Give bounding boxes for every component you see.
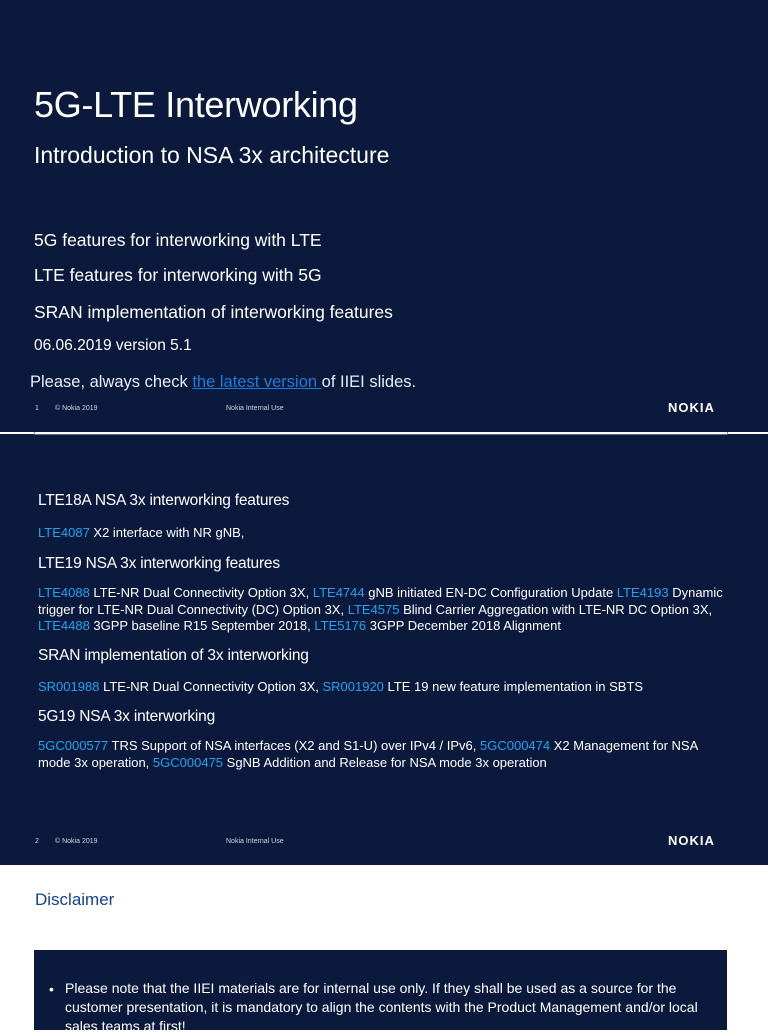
- feature-link[interactable]: LTE4575: [347, 601, 400, 617]
- disclaimer-title: Disclaimer: [35, 890, 115, 909]
- nokia-logo: NOKIA: [668, 833, 715, 848]
- latest-version-link[interactable]: the latest version: [192, 373, 322, 391]
- section-heading-lte19: LTE19 NSA 3x interworking features: [38, 555, 280, 572]
- feature-link[interactable]: 5GC000474: [480, 738, 551, 753]
- feature-link[interactable]: SR001920: [322, 679, 384, 694]
- usage-label: Nokia Internal Use: [226, 838, 284, 845]
- feature-link[interactable]: LTE4193: [616, 585, 669, 600]
- feature-text: LTE-NR Dual Connectivity Option 3X,: [99, 679, 323, 694]
- latest-version-note: [30, 373, 416, 392]
- presentation-title: 5G-LTE Interworking: [34, 84, 358, 125]
- copyright: © Nokia 2019: [55, 405, 98, 412]
- feature-line-5g: 5G features for interworking with LTE: [34, 230, 322, 250]
- feature-link[interactable]: LTE4488: [38, 618, 90, 633]
- feature-line-sran: SRAN implementation of interworking features: [34, 302, 393, 322]
- date-version: 06.06.2019 version 5.1: [34, 337, 192, 354]
- features-slide: [0, 434, 768, 865]
- page-number: 1: [35, 405, 39, 412]
- feature-link[interactable]: LTE4744: [312, 585, 365, 600]
- feature-text: SgNB Addition and Release for NSA mode 3x operation: [223, 754, 547, 770]
- section-heading-sran: SRAN implementation of 3x interworking: [38, 647, 309, 664]
- copyright: © Nokia 2019: [55, 838, 98, 845]
- bullet-icon: •: [49, 981, 54, 997]
- section-heading-5g19: 5G19 NSA 3x interworking: [38, 708, 215, 725]
- nokia-logo: NOKIA: [668, 400, 715, 415]
- disclaimer-box: [34, 950, 727, 1034]
- feature-text: Dynamic trigger for LTE-NR Dual Connectivity (DC) Option 3X,: [38, 585, 723, 617]
- feature-text: 3GPP December 2018 Alignment: [366, 618, 561, 633]
- section-body-5g19: [38, 738, 730, 771]
- usage-label: Nokia Internal Use: [226, 405, 284, 412]
- section-heading-lte18a: LTE18A NSA 3x interworking features: [38, 492, 290, 509]
- latest-version-suffix: of IIEI slides.: [321, 373, 417, 391]
- disclaimer-text: Please note that the IIEI materials are for internal use only. If they shall be used as a source for the customer presentation, it is mandatory to align the contents with the Product Management and/or local sales teams at first!: [65, 980, 698, 1034]
- feature-text: TRS Support of NSA interfaces (X2 and S1-U) over IPv4 / IPv6,: [108, 738, 480, 753]
- feature-link[interactable]: 5GC000577: [38, 738, 109, 753]
- feature-link[interactable]: 5GC000475: [152, 754, 224, 770]
- feature-line-lte: LTE features for interworking with 5G: [34, 265, 322, 285]
- feature-text: gNB initiated EN-DC Configuration Update: [364, 585, 617, 600]
- feature-text: LTE 19 new feature implementation in SBTS: [383, 679, 644, 694]
- presentation-subtitle: Introduction to NSA 3x architecture: [34, 142, 390, 168]
- feature-text: LTE-NR Dual Connectivity Option 3X,: [89, 585, 313, 600]
- feature-link[interactable]: LTE4088: [38, 585, 90, 600]
- latest-version-prefix: Please, always check: [30, 373, 193, 391]
- feature-text: Blind Carrier Aggregation with LTE-NR DC Option 3X,: [399, 601, 713, 617]
- feature-link[interactable]: SR001988: [38, 679, 100, 694]
- page-number: 2: [35, 838, 39, 845]
- title-slide: [0, 0, 768, 432]
- section-body-lte18a: [38, 525, 730, 542]
- feature-text: X2 Management for NSA mode 3x operation,: [38, 738, 698, 770]
- section-body-sran: [38, 679, 730, 696]
- feature-link[interactable]: LTE5176: [314, 618, 367, 633]
- feature-text: X2 interface with NR gNB,: [89, 525, 245, 540]
- top-rule: [34, 434, 728, 435]
- feature-text: 3GPP baseline R15 September 2018,: [89, 618, 315, 633]
- section-body-lte19: [38, 585, 730, 635]
- feature-link[interactable]: LTE4087: [38, 525, 90, 540]
